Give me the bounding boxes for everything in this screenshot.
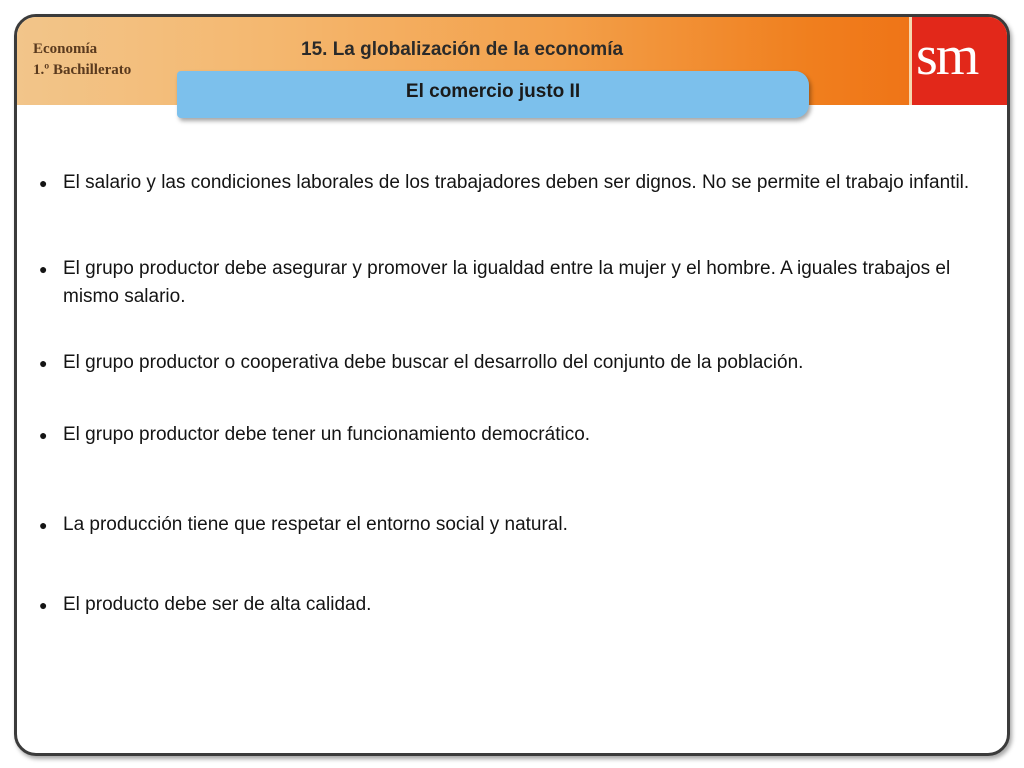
unit-title: 15. La globalización de la economía — [301, 39, 624, 60]
subtitle-bar — [177, 71, 809, 118]
bullet-item — [39, 591, 371, 619]
logo-text: sm — [916, 25, 978, 87]
bullet-text: El grupo productor debe asegurar y promover la igualdad entre la mujer y el hombre. A iguales trabajos el mismo salario. — [63, 258, 951, 307]
bullet-dot-icon: ● — [39, 517, 48, 533]
bullet-dot-icon: ● — [39, 261, 48, 277]
bullet-item — [39, 349, 803, 377]
slide — [14, 14, 1010, 756]
course-level: 1.º Bachillerato — [33, 62, 132, 78]
course-subject: Economía — [33, 41, 98, 57]
sm-logo — [909, 17, 1010, 105]
bullet-item — [39, 511, 568, 539]
bullet-text: El producto debe ser de alta calidad. — [63, 594, 372, 615]
bullet-dot-icon: ● — [39, 597, 48, 613]
bullet-text: La producción tiene que respetar el entorno social y natural. — [63, 514, 568, 535]
slide-subtitle: El comercio justo II — [405, 81, 581, 102]
bullet-item — [39, 255, 979, 311]
bullet-item — [39, 421, 590, 449]
bullet-dot-icon: ● — [39, 427, 48, 443]
bullet-item — [39, 169, 969, 197]
bullet-text: El grupo productor debe tener un funcionamiento democrático. — [63, 424, 591, 445]
bullet-text: El grupo productor o cooperativa debe buscar el desarrollo del conjunto de la población. — [63, 352, 804, 373]
bullet-text: El salario y las condiciones laborales de los trabajadores deben ser dignos. No se permite el trabajo infantil. — [63, 172, 970, 193]
course-label — [33, 39, 131, 81]
bullet-dot-icon: ● — [39, 355, 48, 371]
bullet-dot-icon: ● — [39, 175, 48, 191]
